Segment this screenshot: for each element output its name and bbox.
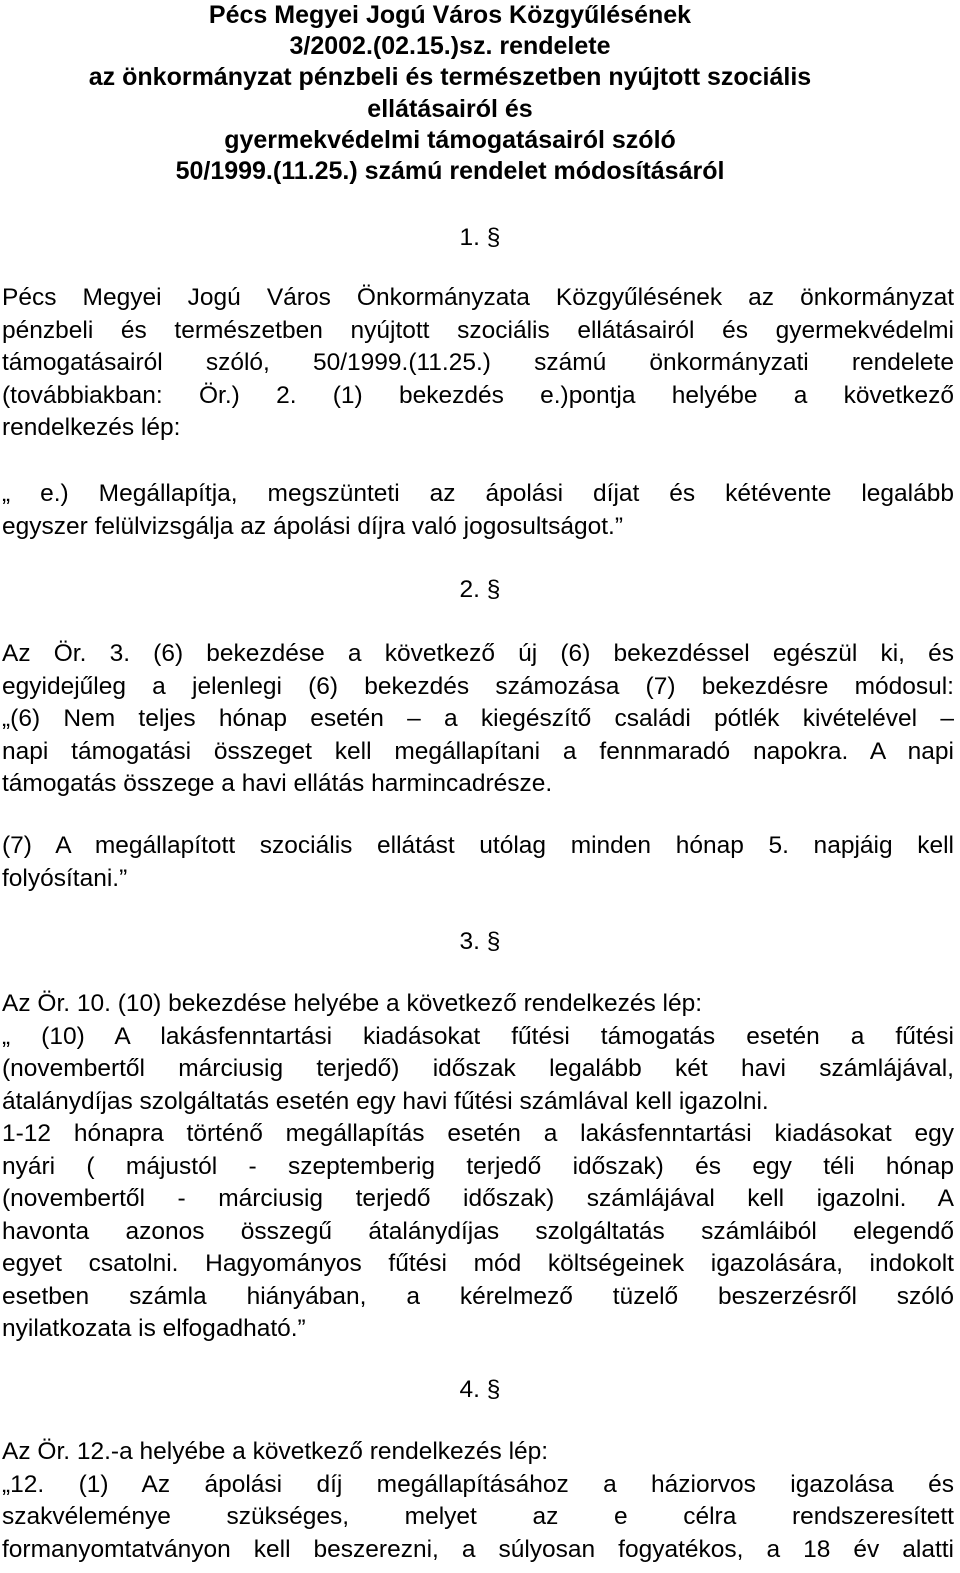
text-line: szakvéleménye szükséges, melyet az e célra rendszeresített: [2, 1503, 954, 1530]
text-line: (novembertől - márciusig terjedő időszak) számlájával kell igazolni. A: [2, 1185, 954, 1212]
text-line: átalánydíjas szolgáltatás esetén egy havi fűtési számlával kell igazolni.: [2, 1087, 769, 1115]
title-line: 50/1999.(11.25.) számú rendelet módosításáról: [175, 157, 725, 186]
section-sign: §: [486, 224, 501, 251]
document-title: [60, 0, 840, 187]
text-line: Az Ör. 10. (10) bekezdése helyébe a következő rendelkezés lép:: [2, 990, 703, 1017]
section-1-intro: [2, 282, 954, 445]
title-line: az önkormányzat pénzbeli és természetben nyújtott szociális: [88, 63, 812, 92]
section-sign: §: [486, 576, 501, 603]
title-line: 3/2002.(02.15.)sz. rendelete: [289, 32, 611, 61]
text-line: nyári ( májustól - szeptemberig terjedő időszak) és egy téli hónap: [2, 1152, 954, 1180]
section-3-body: [2, 988, 954, 1346]
text-line: (továbbiakban: Ör.) 2. (1) bekezdés e.)pontja helyébe a következő: [2, 381, 954, 409]
text-line: napi támogatási összeget kell megállapítani a fennmaradó napokra. A napi: [2, 737, 954, 765]
text-line: egyidejűleg a jelenlegi (6) bekezdés számozása (7) bekezdésre módosul:: [2, 672, 954, 700]
text-line: „ (10) A lakásfenntartási kiadásokat fűtési támogatás esetén a fűtési: [2, 1022, 954, 1050]
text-line: (7) A megállapított szociális ellátást utólag minden hónap 5. napjáig kell: [2, 832, 954, 859]
text-line: folyósítani.”: [2, 864, 128, 892]
text-line: egyszer felülvizsgálja az ápolási díjra való jogosultságot.”: [2, 512, 623, 540]
section-1-quote: [2, 478, 954, 543]
text-line: Az Ör. 3. (6) bekezdése a következő új (6) bekezdéssel egészül ki, és: [2, 640, 954, 667]
section-2-body: [2, 638, 954, 801]
section-2-heading: 2. §: [459, 576, 501, 603]
section-2-paragraph-7: [2, 830, 954, 895]
section-sign: §: [486, 928, 501, 955]
text-line: támogatásairól szóló, 50/1999.(11.25.) számú önkormányzati rendelete: [2, 349, 954, 376]
text-line: Pécs Megyei Jogú Város Önkormányzata Közgyűlésének az önkormányzat: [2, 284, 954, 311]
text-line: 1-12 hónapra történő megállapítás esetén a lakásfenntartási kiadásokat egy: [2, 1120, 954, 1147]
text-line: egyet csatolni. Hagyományos fűtési mód költségeinek igazolására, indokolt: [2, 1250, 954, 1277]
section-3-heading: 3. §: [459, 928, 501, 955]
text-line: havonta azonos összegű átalánydíjas szolgáltatás számláiból elegendő: [2, 1217, 954, 1245]
section-4-heading: 4. §: [459, 1376, 501, 1403]
title-line: ellátásairól és: [367, 94, 533, 123]
text-line: rendelkezés lép:: [2, 414, 181, 441]
section-sign: §: [486, 1376, 501, 1403]
title-line: Pécs Megyei Jogú Város Közgyűlésének: [208, 1, 692, 29]
text-line: nyilatkozata is elfogadható.”: [2, 1315, 306, 1342]
text-line: „12. (1) Az ápolási díj megállapításához a háziorvos igazolása és: [2, 1470, 954, 1498]
section-1-heading: 1. §: [459, 224, 501, 251]
title-line: gyermekvédelmi támogatásairól szóló: [224, 125, 676, 154]
text-line: „(6) Nem teljes hónap esetén – a kiegészítő családi pótlék kivételével –: [2, 705, 954, 732]
text-line: (novembertől márciusig terjedő) időszak legalább két havi számlájával,: [2, 1055, 954, 1082]
text-line: esetben számla hiányában, a kérelmező tüzelő beszerzésről szóló: [2, 1282, 954, 1310]
text-line: Az Ör. 12.-a helyébe a következő rendelkezés lép:: [2, 1438, 549, 1465]
text-line: „ e.) Megállapítja, megszünteti az ápolási díjat és kétévente legalább: [2, 480, 954, 507]
text-line: pénzbeli és természetben nyújtott szociális ellátásairól és gyermekvédelmi: [2, 316, 954, 344]
text-line: formanyomtatványon kell beszerezni, a súlyosan fogyatékos, a 18 év alatti: [2, 1535, 954, 1563]
section-4-body: [2, 1436, 954, 1566]
text-line: támogatás összege a havi ellátás harmincadrésze.: [2, 770, 553, 797]
